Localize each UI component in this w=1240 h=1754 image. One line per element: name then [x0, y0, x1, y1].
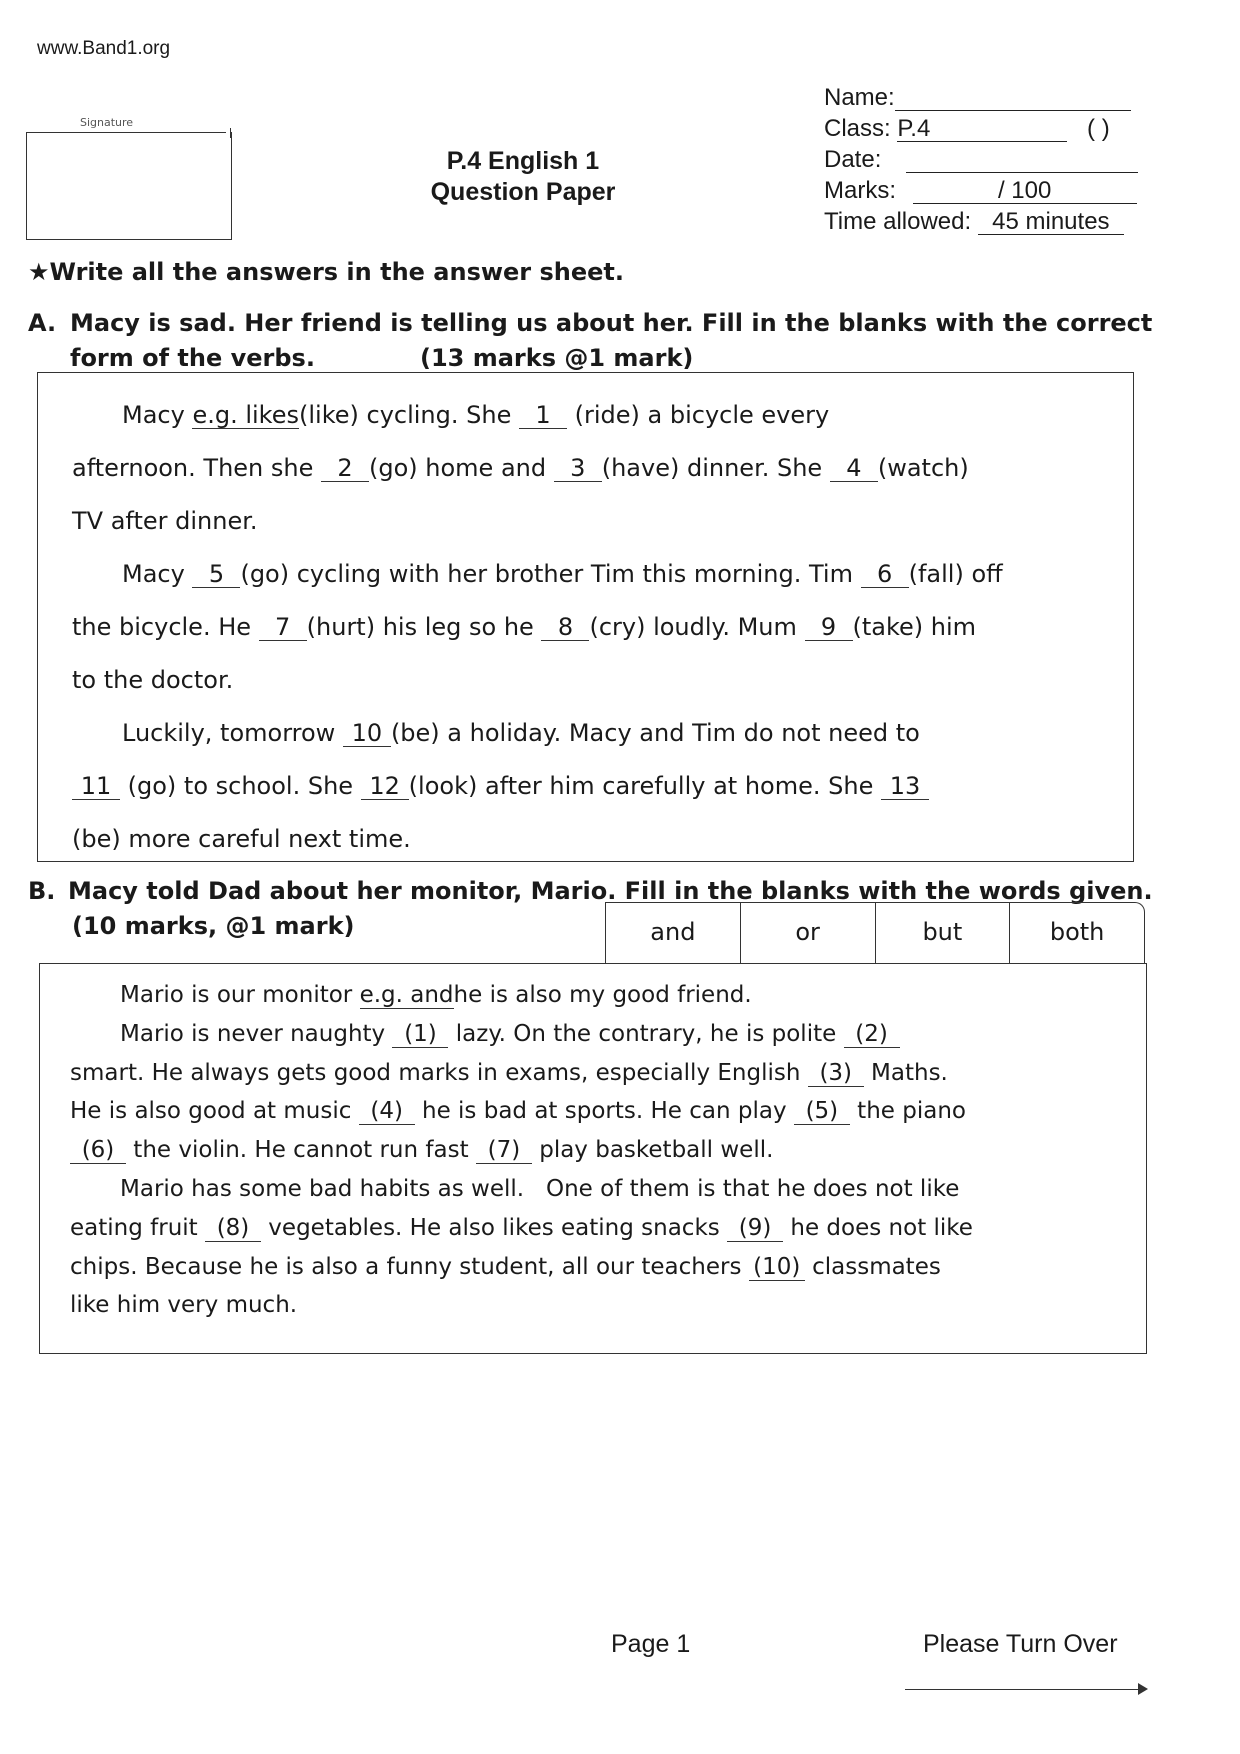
passage-text: Macy	[122, 401, 193, 429]
passage-line	[72, 495, 1138, 548]
answer-blank[interactable]: e.g. likes	[192, 401, 299, 429]
passage-text: eating fruit	[70, 1214, 205, 1241]
section-letter: B.	[28, 877, 56, 905]
marks-field[interactable]: / 100	[913, 179, 1137, 204]
title-line2: Question Paper	[430, 178, 616, 206]
answer-blank[interactable]: 12	[361, 773, 409, 800]
passage-text: (look) after him carefully at home. She	[408, 772, 881, 800]
passage-line	[70, 1054, 1140, 1093]
word-or: or	[741, 903, 876, 963]
answer-blank[interactable]: 10	[343, 720, 391, 747]
section-b-box	[39, 963, 1147, 1354]
word-and: and	[606, 903, 741, 963]
passage-line	[72, 813, 1138, 866]
answer-blank[interactable]: (1)	[392, 1021, 448, 1048]
answer-blank[interactable]: 13	[881, 773, 929, 800]
signature-box	[26, 132, 232, 240]
passage-text: Luckily, tomorrow	[122, 719, 343, 747]
passage-text: (fall) off	[908, 560, 1003, 588]
passage-text: (watch)	[877, 454, 969, 482]
passage-line	[70, 976, 1140, 1015]
time-label: Time allowed:	[824, 208, 972, 235]
passage-text: (go) cycling with her brother Tim this morning. Tim	[240, 560, 861, 588]
passage-text: (go) to school. She	[120, 772, 361, 800]
date-field[interactable]	[906, 148, 1138, 173]
answer-blank[interactable]: (6)	[70, 1137, 126, 1164]
passage-line	[72, 389, 1138, 442]
passage-text: smart. He always gets good marks in exams, especially English	[70, 1059, 808, 1086]
please-turn-over: Please Turn Over	[923, 1630, 1118, 1658]
answer-blank[interactable]: 11	[72, 773, 120, 800]
time-value: 45 minutes	[978, 210, 1124, 235]
passage-text: play basketball well.	[531, 1137, 774, 1164]
answer-blank[interactable]: e.g. and	[359, 982, 454, 1008]
passage-text: Mario is our monitor	[120, 982, 360, 1008]
name-field[interactable]	[895, 86, 1131, 111]
passage-line	[72, 601, 1138, 654]
passage-text: like him very much.	[70, 1292, 298, 1319]
passage-line	[70, 1170, 1140, 1209]
answer-blank[interactable]: (9)	[727, 1215, 783, 1242]
name-label: Name:	[824, 84, 895, 111]
passage-text: (go) home and	[369, 454, 554, 482]
passage-text: Mario has some bad habits as well. One of them is that he does not like	[120, 1175, 960, 1202]
instruction: ★Write all the answers in the answer sheet.	[28, 258, 625, 286]
page-number: Page 1	[611, 1630, 691, 1658]
passage-line	[72, 442, 1138, 495]
passage-text: He is also good at music	[70, 1098, 359, 1125]
site-watermark: www.Band1.org	[37, 38, 171, 59]
passage-text: (cry) loudly. Mum	[589, 613, 805, 641]
answer-blank[interactable]: 2	[321, 455, 369, 482]
section-a-passage	[38, 373, 1138, 866]
passage-text: he does not like	[783, 1214, 973, 1241]
passage-line	[72, 548, 1138, 601]
heading-line2: form of the verbs.	[70, 344, 315, 372]
heading-line1: Macy told Dad about her monitor, Mario. Fill in the blanks with the words given.	[68, 877, 1153, 905]
passage-text: (take) him	[852, 613, 977, 641]
signature-label: Signature	[80, 116, 134, 129]
answer-blank[interactable]: 4	[830, 455, 878, 482]
answer-blank[interactable]: 1	[519, 402, 567, 429]
section-marks: (10 marks, @1 mark)	[72, 912, 355, 940]
student-info	[824, 82, 1138, 237]
passage-text: the violin. He cannot run fast	[126, 1137, 476, 1164]
passage-line	[72, 760, 1138, 813]
word-both: both	[1049, 918, 1105, 946]
passage-line	[70, 1015, 1140, 1054]
answer-blank[interactable]: (7)	[476, 1137, 532, 1164]
passage-text: afternoon. Then she	[72, 454, 321, 482]
answer-blank[interactable]: (4)	[359, 1098, 415, 1125]
class-number: ( )	[1087, 115, 1110, 142]
passage-text: lazy. On the contrary, he is polite	[448, 1020, 844, 1047]
section-b-passage	[40, 964, 1140, 1325]
answer-blank[interactable]: (5)	[794, 1098, 850, 1125]
answer-blank[interactable]: 5	[192, 561, 240, 588]
passage-text: Maths.	[863, 1059, 948, 1086]
section-a-box	[37, 372, 1134, 862]
heading-line1: Macy is sad. Her friend is telling us about her. Fill in the blanks with the correct	[70, 309, 1153, 337]
section-a-heading	[28, 306, 1152, 376]
passage-text: chips. Because he is also a funny student, all our teachers	[70, 1253, 749, 1280]
section-letter: A.	[28, 309, 57, 337]
marks-label: Marks:	[824, 177, 896, 204]
answer-blank[interactable]: (10)	[749, 1254, 805, 1281]
answer-blank[interactable]: (8)	[205, 1215, 261, 1242]
passage-text: he is also my good friend.	[453, 982, 752, 1008]
passage-line	[70, 1131, 1140, 1170]
arrow-right-icon	[1138, 1683, 1148, 1695]
answer-blank[interactable]: (2)	[844, 1021, 900, 1048]
arrow-line	[905, 1689, 1145, 1690]
passage-line	[70, 1248, 1140, 1287]
passage-text: (be) a holiday. Macy and Tim do not need to	[390, 719, 920, 747]
passage-line	[70, 1092, 1140, 1131]
passage-text: (be) more careful next time.	[72, 825, 411, 853]
passage-text: TV after dinner.	[72, 507, 258, 535]
word-bank	[605, 902, 1145, 963]
passage-text: (hurt) his leg so he	[306, 613, 542, 641]
passage-text: the bicycle. He	[72, 613, 259, 641]
passage-text: (like) cycling. She	[299, 401, 519, 429]
passage-text: Mario is never naughty	[120, 1020, 393, 1047]
title-line1: P.4 English 1	[446, 147, 600, 175]
passage-text: the piano	[849, 1098, 966, 1125]
class-label: Class:	[824, 115, 891, 142]
answer-blank[interactable]: 3	[554, 455, 602, 482]
answer-blank[interactable]: 7	[259, 614, 307, 641]
date-label: Date:	[824, 146, 882, 173]
passage-line	[70, 1286, 1140, 1325]
passage-text: vegetables. He also likes eating snacks	[261, 1214, 728, 1241]
passage-text: (ride) a bicycle every	[566, 401, 830, 429]
passage-line	[72, 654, 1138, 707]
answer-blank[interactable]: 6	[861, 561, 909, 588]
answer-blank[interactable]: 9	[805, 614, 853, 641]
answer-blank[interactable]: 8	[541, 614, 589, 641]
section-marks: (13 marks @1 mark)	[420, 344, 694, 372]
passage-text: he is bad at sports. He can play	[414, 1098, 794, 1125]
passage-text: to the doctor.	[72, 666, 234, 694]
passage-text: (have) dinner. She	[601, 454, 830, 482]
passage-text: classmates	[804, 1253, 941, 1280]
passage-text: Macy	[122, 560, 193, 588]
paper-title	[380, 146, 666, 208]
passage-line	[72, 707, 1138, 760]
class-field[interactable]: P.4	[897, 117, 1067, 142]
word-but: but	[876, 903, 1011, 963]
passage-line	[70, 1209, 1140, 1248]
answer-blank[interactable]: (3)	[808, 1060, 864, 1087]
